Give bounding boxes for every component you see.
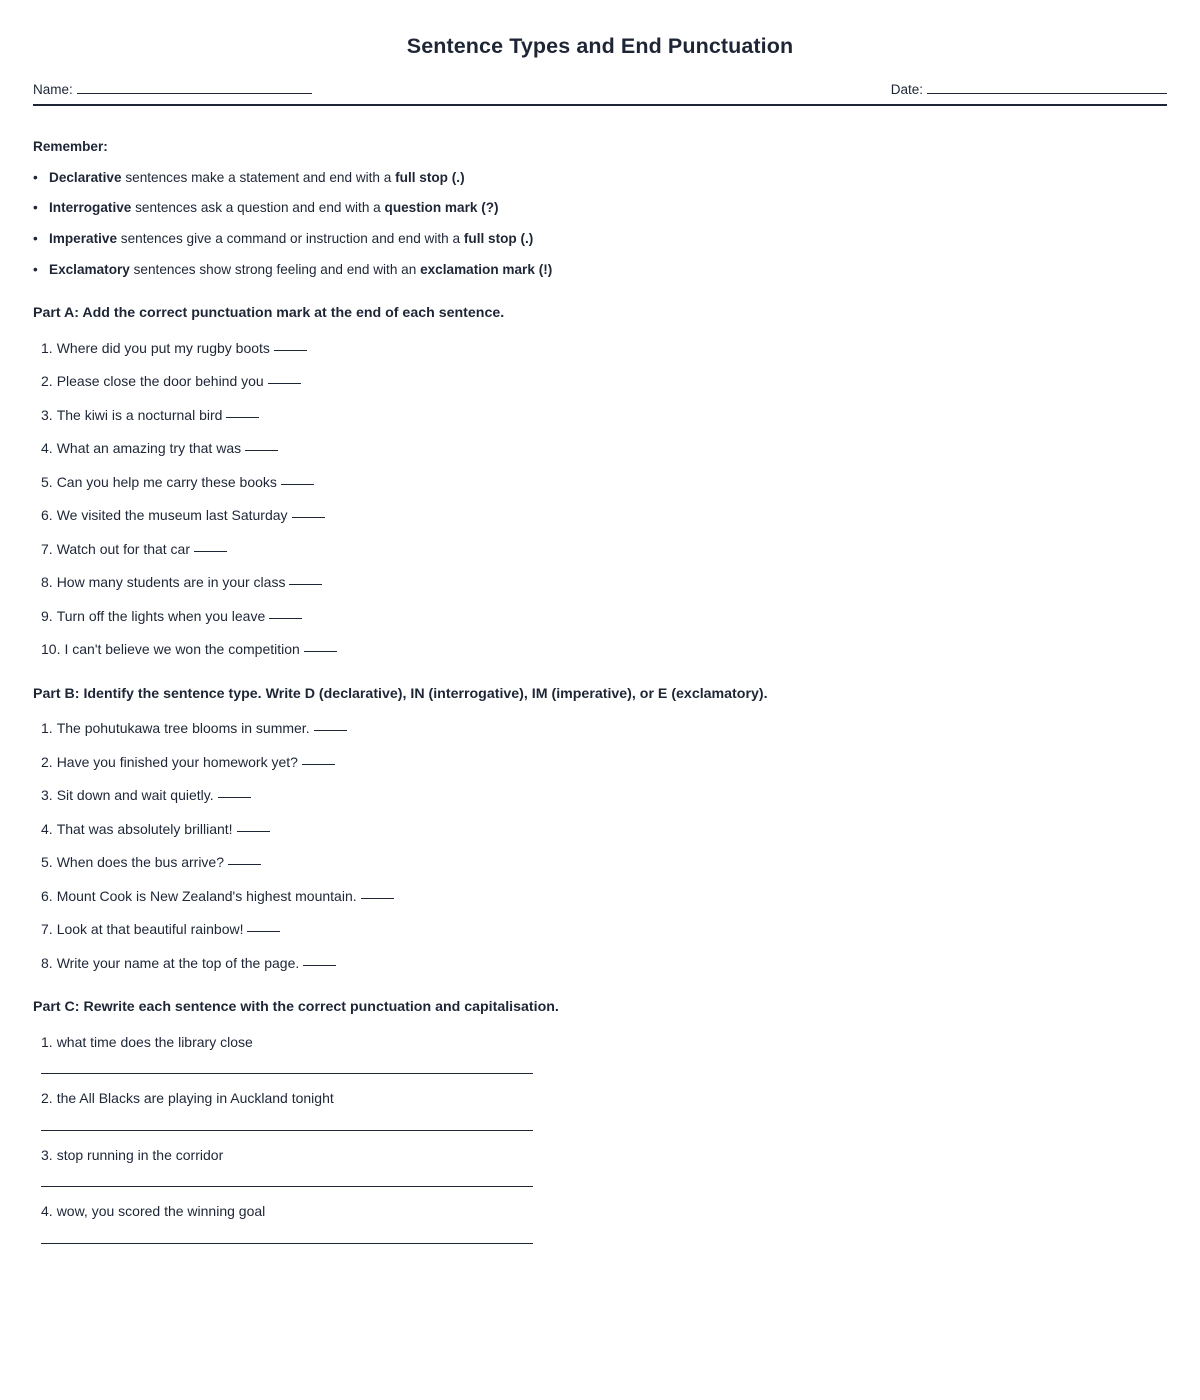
item-text: Sit down and wait quietly. xyxy=(56,787,214,804)
list-item xyxy=(33,1034,1167,1075)
remember-suffix: (?) xyxy=(477,200,499,216)
item-number: 9. xyxy=(41,607,53,624)
answer-blank[interactable] xyxy=(274,350,307,351)
answer-blank[interactable] xyxy=(268,383,301,384)
name-field-group xyxy=(33,82,312,99)
worksheet-content xyxy=(0,139,1200,1244)
item-text: I can't believe we won the competition xyxy=(64,641,300,658)
item-number: 1. xyxy=(41,1033,53,1050)
answer-blank[interactable] xyxy=(314,730,347,731)
list-item xyxy=(33,373,1167,391)
list-item xyxy=(33,474,1167,492)
list-item xyxy=(33,574,1167,592)
answer-write-line[interactable] xyxy=(41,1130,533,1131)
item-text: When does the bus arrive? xyxy=(56,854,225,871)
answer-blank[interactable] xyxy=(281,484,314,485)
item-text: Please close the door behind you xyxy=(56,373,264,390)
answer-write-line[interactable] xyxy=(41,1186,533,1187)
item-number: 1. xyxy=(41,339,53,356)
bullet-icon: • xyxy=(33,231,38,247)
remember-middle: sentences ask a question and end with a xyxy=(131,200,385,216)
bullet-icon: • xyxy=(33,169,38,185)
list-item xyxy=(33,541,1167,559)
list-item xyxy=(33,169,1167,187)
remember-mark: exclamation mark xyxy=(420,261,535,277)
name-write-line[interactable] xyxy=(77,93,312,94)
list-item xyxy=(33,641,1167,659)
remember-term: Exclamatory xyxy=(49,261,130,277)
list-item xyxy=(33,440,1167,458)
item-number: 10. xyxy=(41,641,61,658)
remember-mark: full stop xyxy=(395,169,448,185)
item-number: 8. xyxy=(41,954,53,971)
item-text: Can you help me carry these books xyxy=(56,473,277,490)
list-item xyxy=(33,854,1167,872)
remember-term: Interrogative xyxy=(49,200,132,216)
list-item xyxy=(33,1203,1167,1244)
part-b-list xyxy=(33,720,1167,972)
part-a-heading: Part A: Add the correct punctuation mark at the end of each sentence. xyxy=(33,305,505,322)
item-number: 3. xyxy=(41,406,53,423)
rewrite-prompt xyxy=(41,1203,1167,1221)
list-item xyxy=(33,340,1167,358)
answer-blank[interactable] xyxy=(292,517,325,518)
bullet-icon: • xyxy=(33,261,38,277)
item-text: The kiwi is a nocturnal bird xyxy=(56,406,223,423)
list-item xyxy=(33,507,1167,525)
page-title: Sentence Types and End Punctuation xyxy=(406,34,794,58)
date-write-line[interactable] xyxy=(927,93,1167,94)
name-date-row xyxy=(0,82,1200,99)
list-item xyxy=(33,261,1167,279)
answer-blank[interactable] xyxy=(289,584,322,585)
list-item xyxy=(33,955,1167,973)
remember-middle: sentences give a command or instruction and end with a xyxy=(117,231,464,247)
remember-middle: sentences show strong feeling and end with an xyxy=(129,261,421,277)
item-number: 6. xyxy=(41,887,53,904)
remember-heading: Remember: xyxy=(33,138,108,154)
list-item xyxy=(33,199,1167,217)
part-a-list xyxy=(33,340,1167,659)
rewrite-prompt xyxy=(41,1034,1167,1052)
remember-term: Imperative xyxy=(49,231,118,247)
list-item xyxy=(33,754,1167,772)
list-item xyxy=(33,888,1167,906)
remember-suffix: (!) xyxy=(534,261,553,277)
part-c-heading: Part C: Rewrite each sentence with the correct punctuation and capitalisation. xyxy=(33,999,559,1016)
remember-mark: full stop xyxy=(463,231,517,247)
answer-blank[interactable] xyxy=(218,797,251,798)
item-text: the All Blacks are playing in Auckland tonight xyxy=(56,1090,334,1107)
answer-blank[interactable] xyxy=(269,618,302,619)
item-text: The pohutukawa tree blooms in summer. xyxy=(56,720,310,737)
item-text: Write your name at the top of the page. xyxy=(56,954,300,971)
list-item xyxy=(33,921,1167,939)
remember-suffix: (.) xyxy=(447,169,465,185)
item-number: 4. xyxy=(41,1203,53,1220)
answer-blank[interactable] xyxy=(303,965,336,966)
item-text: We visited the museum last Saturday xyxy=(56,507,288,524)
name-label: Name: xyxy=(33,81,73,97)
date-field-group xyxy=(891,82,1167,99)
bullet-icon: • xyxy=(33,200,38,216)
item-text: stop running in the corridor xyxy=(56,1146,224,1163)
list-item xyxy=(33,787,1167,805)
answer-blank[interactable] xyxy=(228,864,261,865)
item-text: Watch out for that car xyxy=(56,540,191,557)
remember-term: Declarative xyxy=(49,169,122,185)
list-item xyxy=(33,1090,1167,1131)
rewrite-prompt xyxy=(41,1147,1167,1165)
date-label: Date: xyxy=(890,81,923,97)
item-text: Where did you put my rugby boots xyxy=(56,339,270,356)
list-item xyxy=(33,821,1167,839)
item-number: 4. xyxy=(41,820,53,837)
list-item xyxy=(33,230,1167,248)
item-number: 3. xyxy=(41,1146,53,1163)
item-number: 5. xyxy=(41,473,53,490)
answer-blank[interactable] xyxy=(302,764,335,765)
remember-suffix: (.) xyxy=(516,231,534,247)
answer-write-line[interactable] xyxy=(41,1243,533,1244)
list-item xyxy=(33,1147,1167,1188)
item-number: 4. xyxy=(41,440,53,457)
header-divider xyxy=(33,104,1167,106)
part-b-heading: Part B: Identify the sentence type. Write D (declarative), IN (interrogative), IM (imperative), or E (exclamatory). xyxy=(33,685,768,702)
remember-middle: sentences make a statement and end with a xyxy=(121,169,396,185)
item-text: Have you finished your homework yet? xyxy=(56,753,298,770)
answer-blank[interactable] xyxy=(304,651,337,652)
item-text: what time does the library close xyxy=(56,1033,253,1050)
item-text: That was absolutely brilliant! xyxy=(56,820,233,837)
answer-blank[interactable] xyxy=(226,417,259,418)
item-number: 1. xyxy=(41,720,53,737)
item-text: What an amazing try that was xyxy=(56,440,242,457)
item-text: Look at that beautiful rainbow! xyxy=(56,921,244,938)
answer-blank[interactable] xyxy=(361,898,394,899)
list-item xyxy=(33,608,1167,626)
item-number: 2. xyxy=(41,373,53,390)
item-number: 7. xyxy=(41,540,53,557)
remember-list xyxy=(33,169,1167,279)
item-text: Turn off the lights when you leave xyxy=(56,607,266,624)
item-number: 7. xyxy=(41,921,53,938)
list-item xyxy=(33,407,1167,425)
rewrite-prompt xyxy=(41,1090,1167,1108)
answer-blank[interactable] xyxy=(245,450,278,451)
item-number: 5. xyxy=(41,854,53,871)
part-c-list xyxy=(33,1034,1167,1244)
item-text: wow, you scored the winning goal xyxy=(56,1203,266,1220)
item-number: 8. xyxy=(41,574,53,591)
answer-blank[interactable] xyxy=(247,931,280,932)
item-number: 3. xyxy=(41,787,53,804)
item-text: How many students are in your class xyxy=(56,574,286,591)
answer-blank[interactable] xyxy=(237,831,270,832)
answer-write-line[interactable] xyxy=(41,1073,533,1074)
item-text: Mount Cook is New Zealand's highest mountain. xyxy=(56,887,357,904)
item-number: 6. xyxy=(41,507,53,524)
item-number: 2. xyxy=(41,1090,53,1107)
item-number: 2. xyxy=(41,753,53,770)
answer-blank[interactable] xyxy=(194,551,227,552)
list-item xyxy=(33,720,1167,738)
remember-mark: question mark xyxy=(384,200,478,216)
